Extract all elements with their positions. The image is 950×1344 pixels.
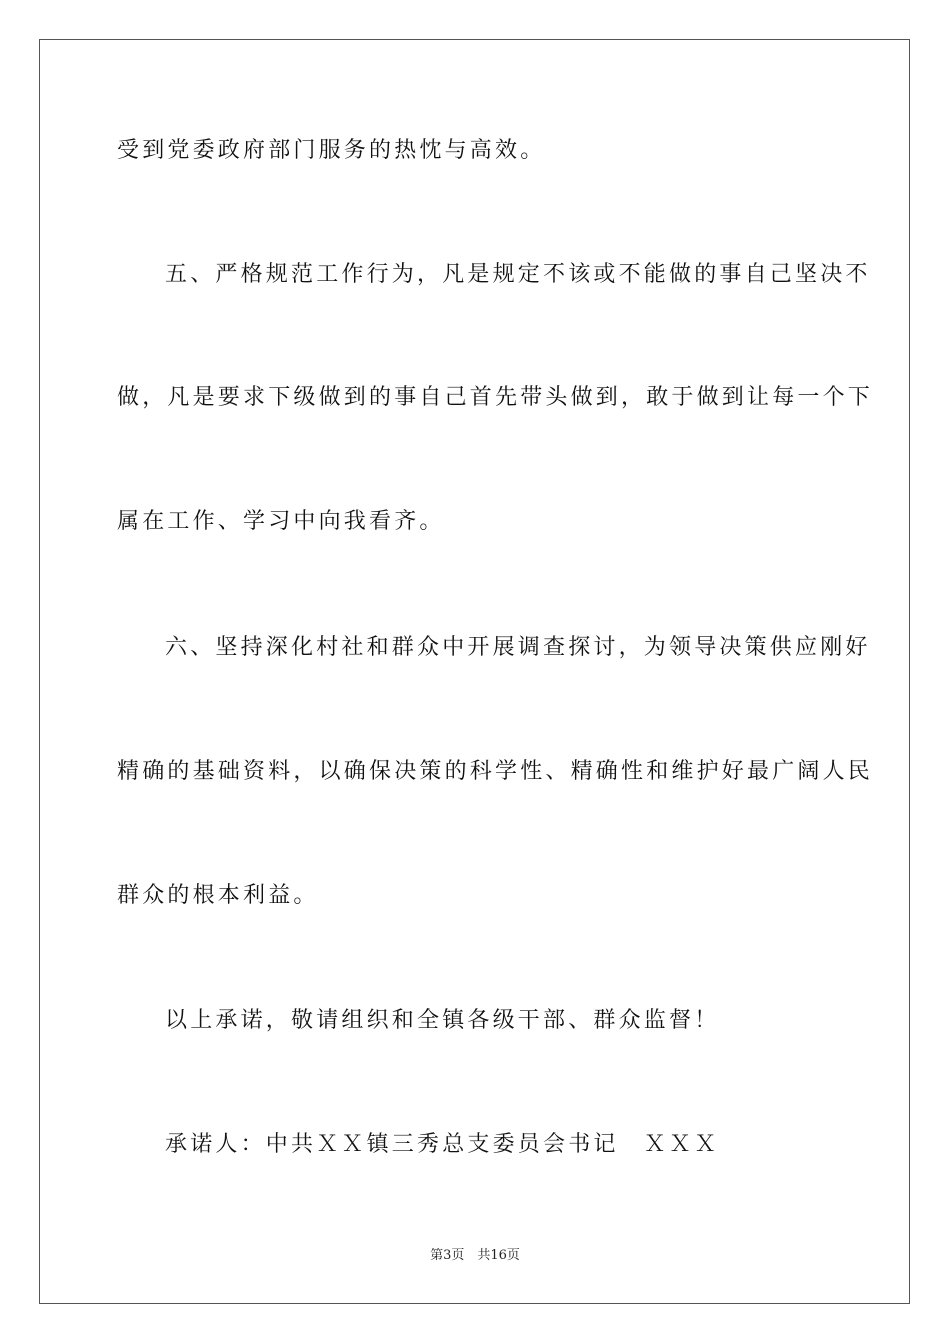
paragraph-line-5: 六、坚持深化村社和群众中开展调查探讨，为领导决策供应刚好 [165,635,871,660]
paragraph-line-8: 以上承诺，敬请组织和全镇各级干部、群众监督！ [165,1008,720,1033]
paragraph-line-1: 受到党委政府部门服务的热忱与高效。 [117,138,546,163]
paragraph-line-3: 做，凡是要求下级做到的事自己首先带头做到，敢于做到让每一个下 [117,385,874,410]
paragraph-line-7: 群众的根本利益。 [117,883,319,908]
paragraph-line-2: 五、严格规范工作行为，凡是规定不该或不能做的事自己坚决不 [165,262,871,287]
page-number-footer: 第3页 共16页 [430,1248,520,1263]
signature-line: 承诺人：中共ＸＸ镇三秀总支委员会书记 ＸＸＸ [165,1132,720,1157]
page-border [39,39,910,1304]
paragraph-line-4: 属在工作、学习中向我看齐。 [117,509,445,534]
paragraph-line-6: 精确的基础资料，以确保决策的科学性、精确性和维护好最广阔人民 [117,759,874,784]
